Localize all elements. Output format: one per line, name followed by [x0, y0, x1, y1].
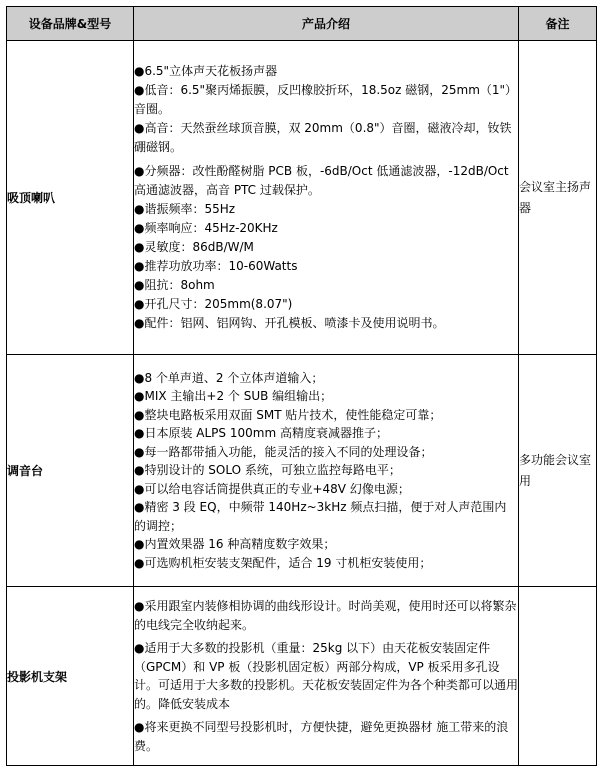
desc-line: ●MIX 主输出+2 个 SUB 编组输出；: [134, 389, 333, 404]
row-description: [134, 41, 519, 355]
desc-line: ●开孔尺寸：205mm(8.07"): [134, 297, 293, 311]
header-model: 设备品牌&型号: [7, 7, 134, 41]
desc-line: ●适用于大多数的投影机（重量：25kg 以下）由天花板安装固定件（GPCM）和 VP 板（投影机固定板）两部分构成，VP 板采用多孔设计。可适用于大多数的投影机。天花板安装固定件为各个种类都可以通用的。降低安装成本: [134, 641, 519, 711]
desc-line: ●阻抗：8ohm: [134, 278, 215, 292]
desc-line: ●每一路都带插入功能，能灵活的接入不同的处理设备；: [134, 444, 433, 459]
desc-line: ●特别设计的 SOLO 系统，可独立监控每路电平；: [134, 463, 401, 478]
desc-line: ●内置效果器 16 种高精度数字效果；: [134, 537, 336, 552]
desc-line: ●分频器：改性酚醛树脂 PCB 板，-6dB/Oct 低通滤波器，-12dB/Oct 高通滤波器，高音 PTC 过载保护。: [134, 164, 509, 197]
desc-line: ●推荐功放功率：10-60Watts: [134, 259, 298, 273]
row-device-name: 投影机支架: [7, 587, 134, 766]
desc-line: ●高音：天然蚕丝球顶音膜，双 20mm（0.8"）音圈，磁液冷却，钕铁硼磁钢。: [134, 121, 512, 154]
table-header-row: [7, 7, 597, 41]
desc-line: ●日本原装 ALPS 100mm 高精度衰减器推子；: [134, 426, 388, 441]
desc-line: ●低音：6.5"聚丙烯振膜，反凹橡胶折环，18.5oz 磁钢，25mm（1"）音圈。: [134, 83, 518, 116]
desc-line: ●将来更换不同型号投影机时，方便快捷，避免更换器材 施工带来的浪费。: [134, 720, 509, 753]
table-row: [7, 587, 597, 766]
equipment-table: [6, 6, 597, 766]
row-remark: 多功能会议室用: [519, 355, 597, 587]
desc-line: ●可以给电容话筒提供真正的专业+48V 幻像电源；: [134, 481, 410, 496]
desc-line: ●整块电路板采用双面 SMT 贴片技术，使性能稳定可靠；: [134, 407, 442, 422]
row-remark: 会议室主扬声器: [519, 41, 597, 355]
table-row: [7, 41, 597, 355]
desc-line: ●谐振频率：55Hz: [134, 202, 236, 216]
row-device-name: 调音台: [7, 355, 134, 587]
desc-line: ●采用跟室内装修相协调的曲线形设计。时尚美观，使用时还可以将繁杂的电线完全收纳起来。: [134, 599, 517, 632]
desc-line: ●灵敏度：86dB/W/M: [134, 240, 254, 254]
row-description: [134, 355, 519, 587]
row-description: [134, 587, 519, 766]
desc-line: ●精密 3 段 EQ，中频带 140Hz~3kHz 频点扫描，便于对人声范围内的调控；: [134, 500, 507, 533]
desc-line: ●6.5"立体声天花板扬声器: [134, 64, 278, 78]
desc-line: ●可选购机柜安装支架配件，适合 19 寸机柜安装使用；: [134, 555, 432, 570]
desc-line: ●频率响应：45Hz-20KHz: [134, 221, 278, 235]
table-row: [7, 355, 597, 587]
desc-line: ●配件：铝网、铝网钩、开孔模板、喷漆卡及使用说明书。: [134, 316, 445, 330]
header-remarks: 备注: [519, 7, 597, 41]
desc-line: ●8 个单声道、2 个立体声道输入；: [134, 370, 324, 385]
header-description: 产品介绍: [134, 7, 519, 41]
row-device-name: 吸顶喇叭: [7, 41, 134, 355]
row-remark: [519, 587, 597, 766]
